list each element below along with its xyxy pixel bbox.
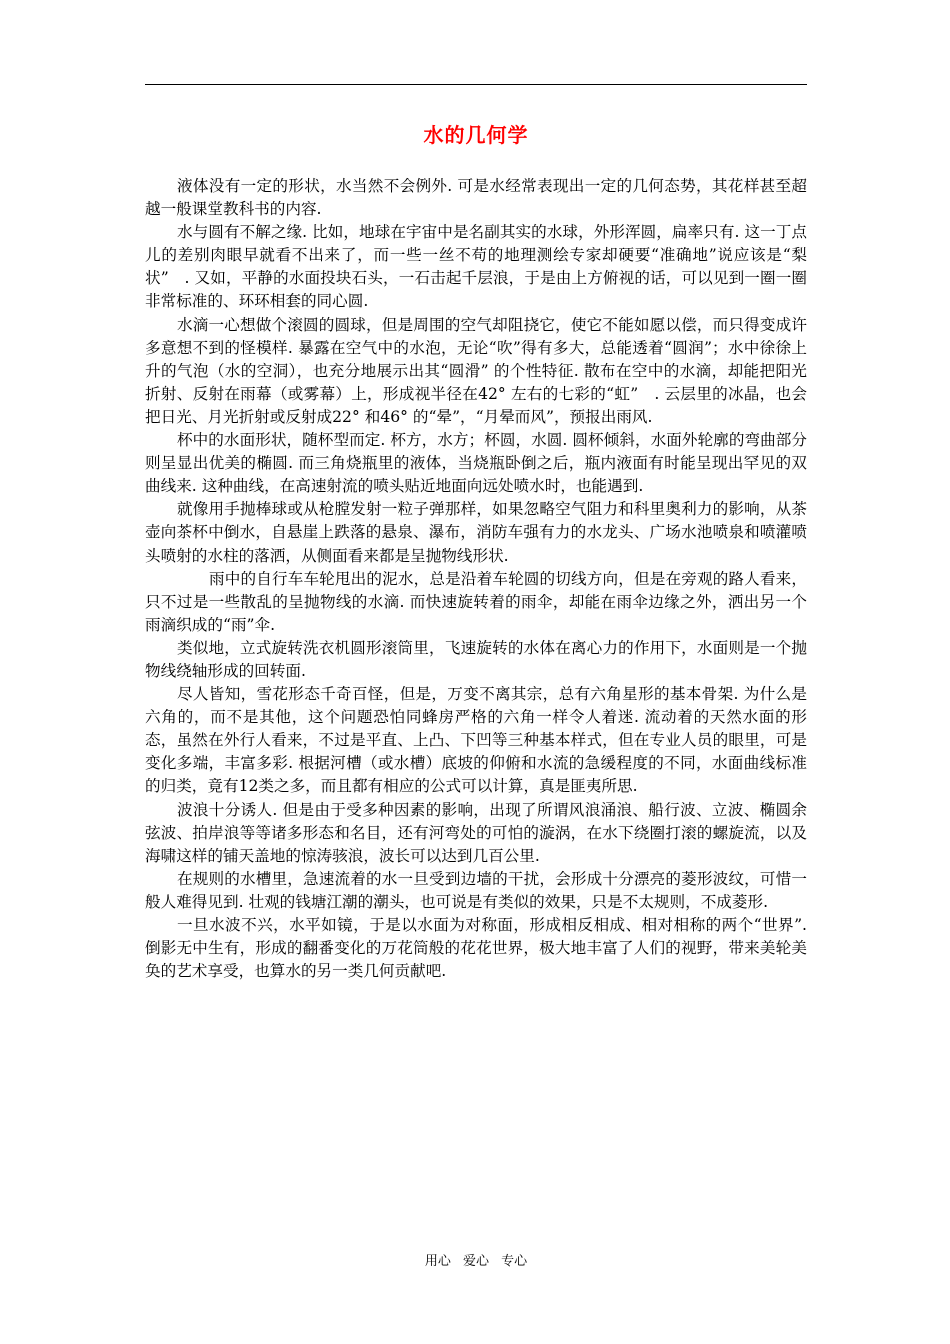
paragraph: 雨中的自行车车轮甩出的泥水，总是沿着车轮圆的切线方向，但是在旁观的路人看来，只不过是一些散乱的呈抛物线的水滴. 而快速旋转着的雨伞，却能在雨伞边缘之外，洒出另一个雨滴织成的“雨”伞. bbox=[145, 569, 807, 634]
paragraph: 尽人皆知，雪花形态千奇百怪，但是，万变不离其宗，总有六角星形的基本骨架. 为什么是六角的，而不是其他，这个问题恐怕同蜂房严格的六角一样令人着迷. 流动着的天然水面的形态，虽然在外行人看来，不过是平直、上凸、下凹等三种基本样式，但在专业人员的眼里，可是变化多端，丰富多彩. 根据河槽（或水槽）底坡的仰俯和水流的急缓程度的不同，水面曲线标准的归类，竟有12类之多，而且都有相应的公式可以计算，真是匪夷所思. bbox=[145, 685, 807, 796]
header-rule bbox=[145, 84, 807, 85]
paragraph: 水滴一心想做个滚圆的圆球，但是周围的空气却阻挠它，使它不能如愿以偿，而只得变成许多意想不到的怪模样. 暴露在空气中的水泡，无论“吹”得有多大，总能透着“圆润”；水中徐徐上升的气泡（水的空洞），也充分地展示出其“圆滑” 的个性特征. 散布在空中的水滴，却能把阳光折射、反射在雨幕（或雾幕）上，形成视半径在42° 左右的七彩的“虹” . 云层里的冰晶，也会把日光、月光折射或反射成22° 和46° 的“晕”，“月晕而风”，预报出雨风. bbox=[145, 315, 807, 426]
paragraph: 在规则的水槽里，急速流着的水一旦受到边墙的干扰，会形成十分漂亮的菱形波纹，可惜一般人难得见到. 壮观的钱塘江潮的潮头，也可说是有类似的效果，只是不太规则，不成菱形. bbox=[145, 869, 807, 911]
paragraph: 就像用手抛棒球或从枪膛发射一粒子弹那样，如果忽略空气阻力和科里奥利力的影响，从茶壶向茶杯中倒水，自悬崖上跌落的悬泉、瀑布，消防车强有力的水龙头、广场水池喷泉和喷灌喷头喷射的水柱的落洒，从侧面看来都是呈抛物线形状. bbox=[145, 500, 807, 565]
document-title: 水的几何学 bbox=[423, 123, 529, 147]
page-footer: 用心 爱心 专心 bbox=[424, 1254, 528, 1269]
paragraph: 杯中的水面形状，随杯型而定. 杯方，水方；杯圆，水圆. 圆杯倾斜，水面外轮廓的弯曲部分则呈显出优美的椭圆. 而三角烧瓶里的液体，当烧瓶卧倒之后，瓶内液面有时能呈现出罕见的双曲线来. 这种曲线，在高速射流的喷头贴近地面向远处喷水时，也能遇到. bbox=[145, 431, 807, 496]
paragraph: 液体没有一定的形状，水当然不会例外. 可是水经常表现出一定的几何态势，其花样甚至超越一般课堂教科书的内容. bbox=[145, 177, 807, 219]
paragraph: 一旦水波不兴，水平如镜，于是以水面为对称面，形成相反相成、相对相称的两个“世界”. 倒影无中生有，形成的翻番变化的万花筒般的花花世界，极大地丰富了人们的视野，带来美轮美奂的艺术享受，也算水的另一类几何贡献吧. bbox=[145, 916, 807, 981]
paragraph: 波浪十分诱人. 但是由于受多种因素的影响，出现了所谓风浪涌浪、船行波、立波、椭圆余弦波、拍岸浪等等诸多形态和名目，还有河弯处的可怕的漩涡，在水下绕圈打滚的螺旋流，以及海啸这样的铺天盖地的惊涛骇浪，波长可以达到几百公里. bbox=[145, 800, 807, 865]
paragraph: 类似地，立式旋转洗衣机圆形滚筒里，飞速旋转的水体在离心力的作用下，水面则是一个抛物线绕轴形成的回转面. bbox=[145, 638, 807, 680]
paragraph: 水与圆有不解之缘. 比如，地球在宇宙中是名副其实的水球，外形浑圆，扁率只有. 这一丁点儿的差别肉眼早就看不出来了，而一些一丝不苟的地理测绘专家却硬要“准确地”说应该是“梨状” . 又如，平静的水面投块石头，一石击起千层浪，于是由上方俯视的话，可以见到一圈一圈非常标准的、环环相套的同心圆. bbox=[145, 223, 807, 311]
document-body bbox=[145, 175, 807, 983]
